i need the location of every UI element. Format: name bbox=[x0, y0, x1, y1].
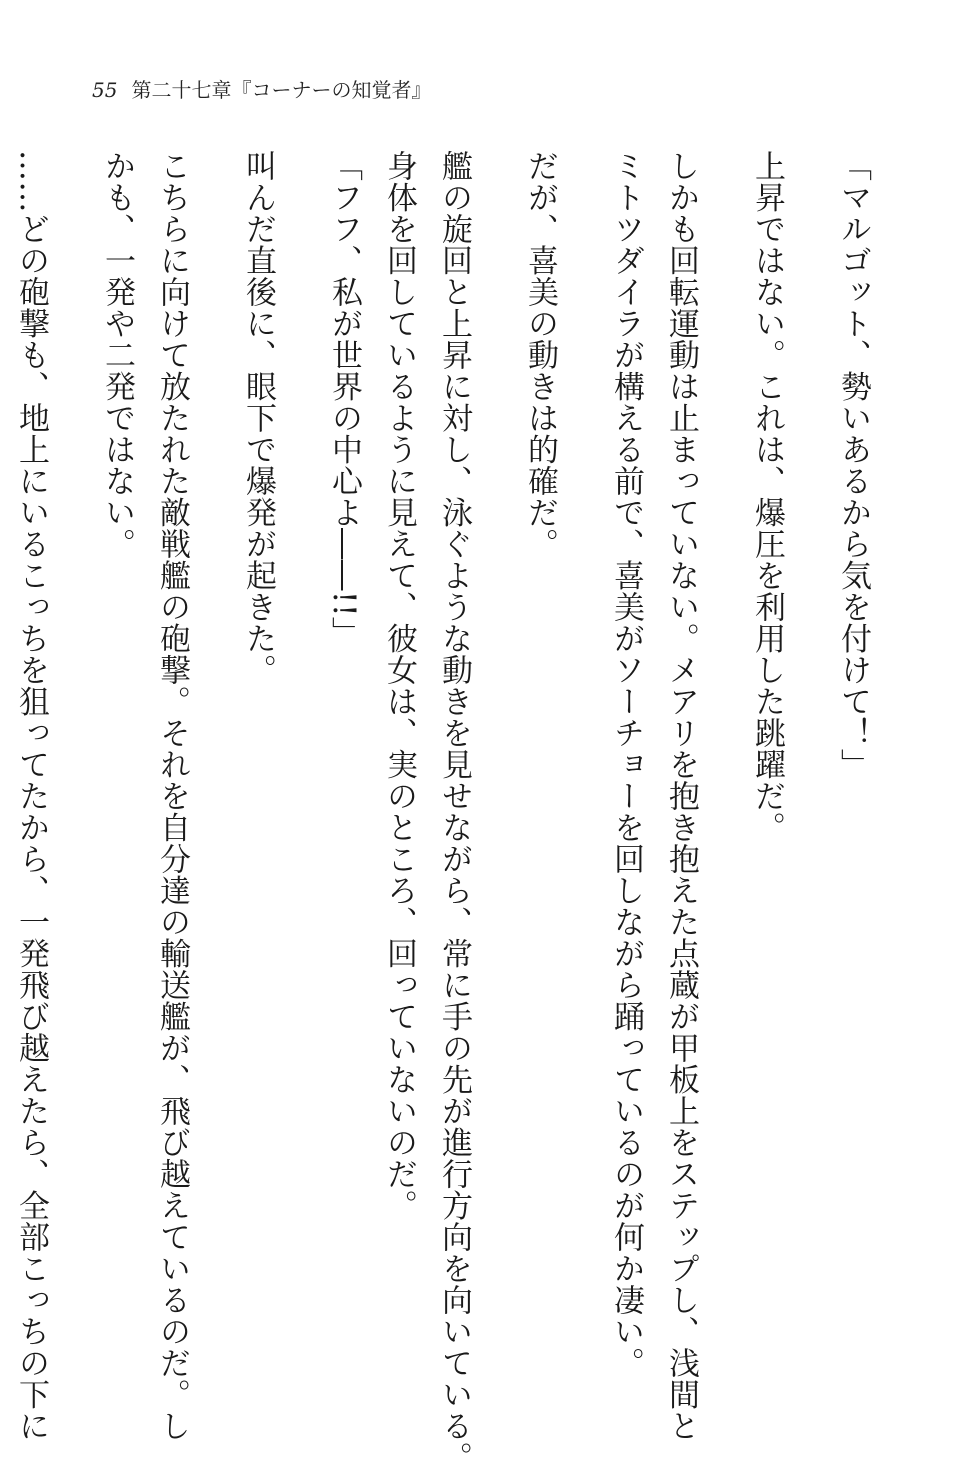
text-line: しかも回転運動は止まっていない。メアリを抱き抱えた点蔵が甲板上をステップし、浅間と bbox=[663, 150, 699, 1442]
text-line: ……どの砲撃も、地上にいるこっちを狙ってたから、一発飛び越えたら、全部こっちの下に bbox=[13, 150, 49, 1442]
text-line: こちらに向けて放たれた敵戦艦の砲撃。それを自分達の輸送艦が、飛び越えているのだ。し bbox=[154, 150, 190, 1442]
body-text bbox=[13, 150, 880, 1473]
text-line: ミトツダイラが構える前で、喜美がソーチョーを回しながら踊っているのが何か凄い。 bbox=[608, 150, 644, 1379]
text-line: 「フフ、私が世界の中心よ――!!」 bbox=[326, 150, 362, 649]
text-line: だが、喜美の動きは的確だ。 bbox=[522, 150, 558, 560]
chapter-title: 第二十七章『コーナーの知覚者』 bbox=[131, 78, 432, 102]
text-line: 艦の旋回と上昇に対し、泳ぐような動きを見せながら、常に手の先が進行方向を向いている。 bbox=[436, 150, 472, 1473]
text-line: 上昇ではない。これは、爆圧を利用した跳躍だ。 bbox=[749, 150, 785, 843]
text-line: 叫んだ直後に、眼下で爆発が起きた。 bbox=[240, 150, 276, 686]
text-line: かも、一発や二発ではない。 bbox=[99, 150, 135, 560]
text-line: 身体を回しているように見えて、彼女は、実のところ、回っていないのだ。 bbox=[381, 150, 417, 1221]
page-number: 55 bbox=[92, 78, 118, 102]
running-header bbox=[92, 74, 431, 103]
text-line: 「マルゴット、勢いあるから気を付けて！」 bbox=[835, 150, 871, 780]
